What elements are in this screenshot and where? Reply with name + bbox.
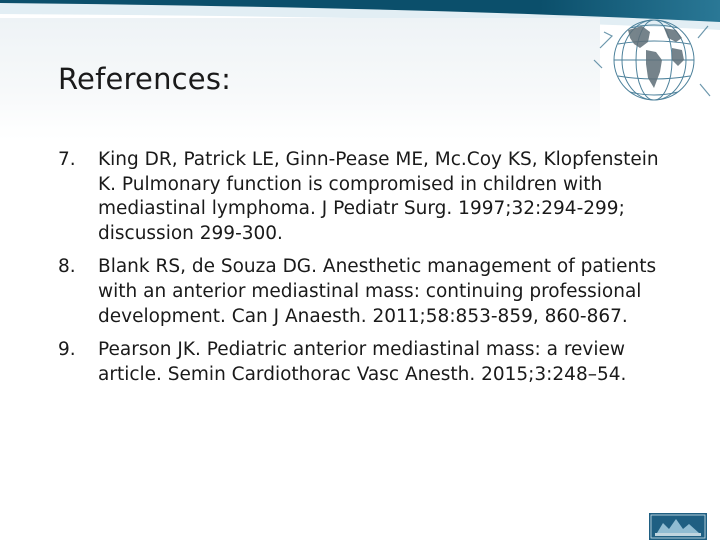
reference-text: Pearson JK. Pediatric anterior mediastinal mass: a review article. Semin Cardiothorac Vasc Anesth. 2015;3:248–54. [98,339,627,385]
reference-text: Blank RS, de Souza DG. Anesthetic management of patients with an anterior mediastinal mass: continuing professional development. Can J Anaesth. 2011;58:853-859, 860-867. [98,256,657,327]
reference-item [58,338,668,387]
reference-text: King DR, Patrick LE, Ginn-Pease ME, Mc.Coy KS, Klopfenstein K. Pulmonary function is compromised in children with mediastinal lymphoma. J Pediatr Surg. 1997;32:294-299; discussion 299-300. [98,149,659,244]
reference-number: 7. [58,149,76,170]
logo-badge [649,513,707,540]
references-list [58,148,668,396]
reference-number: 9. [58,339,76,361]
reference-item [58,148,668,246]
page-title: References: [58,62,232,96]
reference-item [58,255,668,329]
globe-icon [590,8,716,114]
reference-number: 8. [58,256,76,278]
